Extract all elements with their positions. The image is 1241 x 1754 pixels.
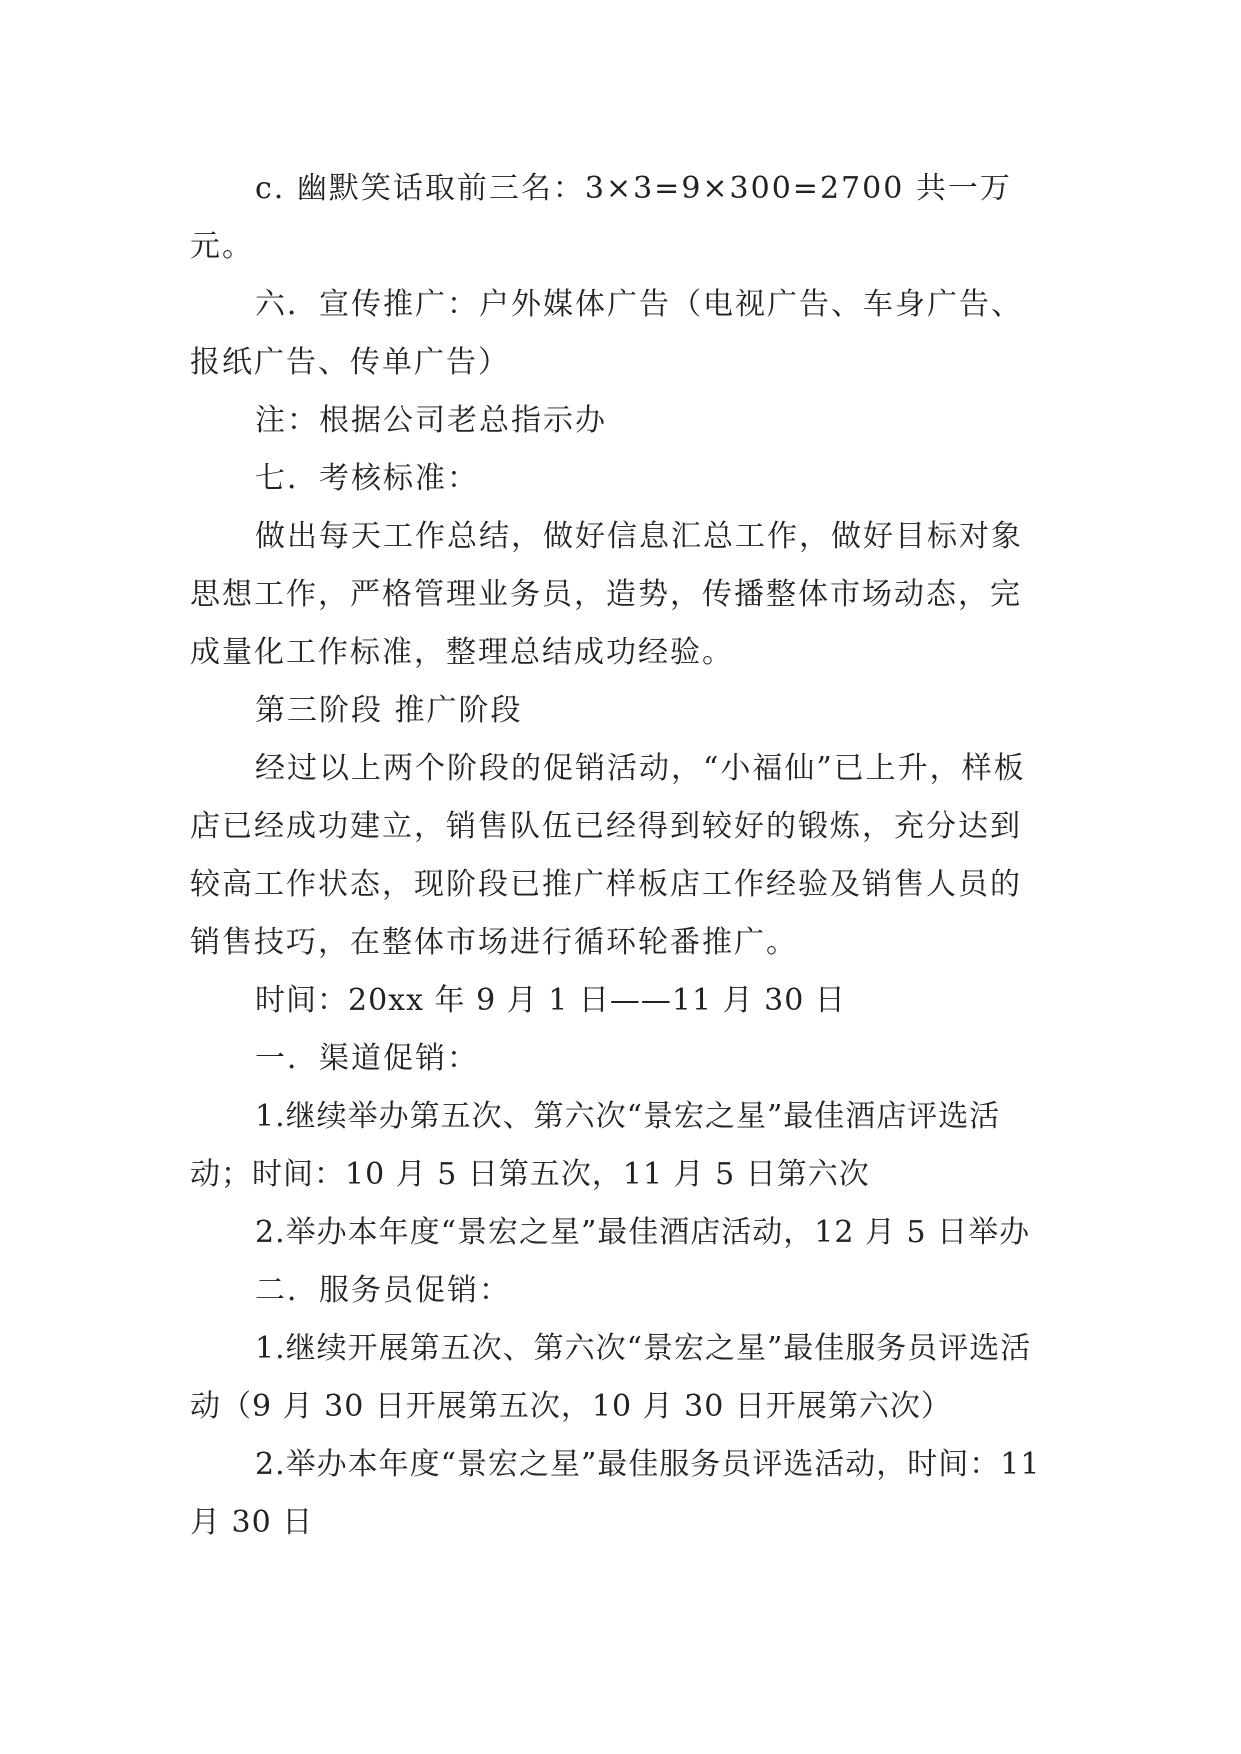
paragraph-channel-item-1: 1.继续举办第五次、第六次“景宏之星”最佳酒店评选活动；时间：10 月 5 日第五次，11 月 5 日第六次	[190, 1099, 1001, 1192]
paragraph-humor-prize: c. 幽默笑话取前三名：3×3=9×300=2700 共一万元。	[190, 171, 1012, 264]
paragraph-promotion: 六．宣传推广：户外媒体广告（电视广告、车身广告、报纸广告、传单广告）	[190, 287, 1023, 380]
paragraph-channel-item-2: 2.举办本年度“景宏之星”最佳酒店活动，12 月 5 日举办	[255, 1215, 1031, 1250]
paragraph-waiter-item-1: 1.继续开展第五次、第六次“景宏之星”最佳服务员评选活动（9 月 30 日开展第五次，10 月 30 日开展第六次）	[190, 1331, 1032, 1424]
paragraph-time: 时间：20xx 年 9 月 1 日——11 月 30 日	[255, 983, 846, 1018]
paragraph-assessment-body: 做出每天工作总结，做好信息汇总工作，做好目标对象思想工作，严格管理业务员，造势，传播整体市场动态，完成量化工作标准，整理总结成功经验。	[190, 519, 1023, 670]
paragraph-waiter-heading: 二．服务员促销：	[255, 1273, 511, 1308]
paragraph-note: 注：根据公司老总指示办	[255, 403, 607, 438]
document-body	[190, 160, 1050, 1552]
paragraph-channel-heading: 一．渠道促销：	[255, 1041, 479, 1076]
paragraph-waiter-item-2: 2.举办本年度“景宏之星”最佳服务员评选活动，时间：11 月 30 日	[190, 1447, 1041, 1540]
paragraph-stage-three-body: 经过以上两个阶段的促销活动，“小福仙”已上升，样板店已经成功建立，销售队伍已经得到较好的锻炼，充分达到较高工作状态，现阶段已推广样板店工作经验及销售人员的销售技巧，在整体市场进行循环轮番推广。	[190, 751, 1026, 960]
paragraph-assessment-heading: 七．考核标准：	[255, 461, 479, 496]
paragraph-stage-three-heading: 第三阶段 推广阶段	[255, 693, 523, 728]
